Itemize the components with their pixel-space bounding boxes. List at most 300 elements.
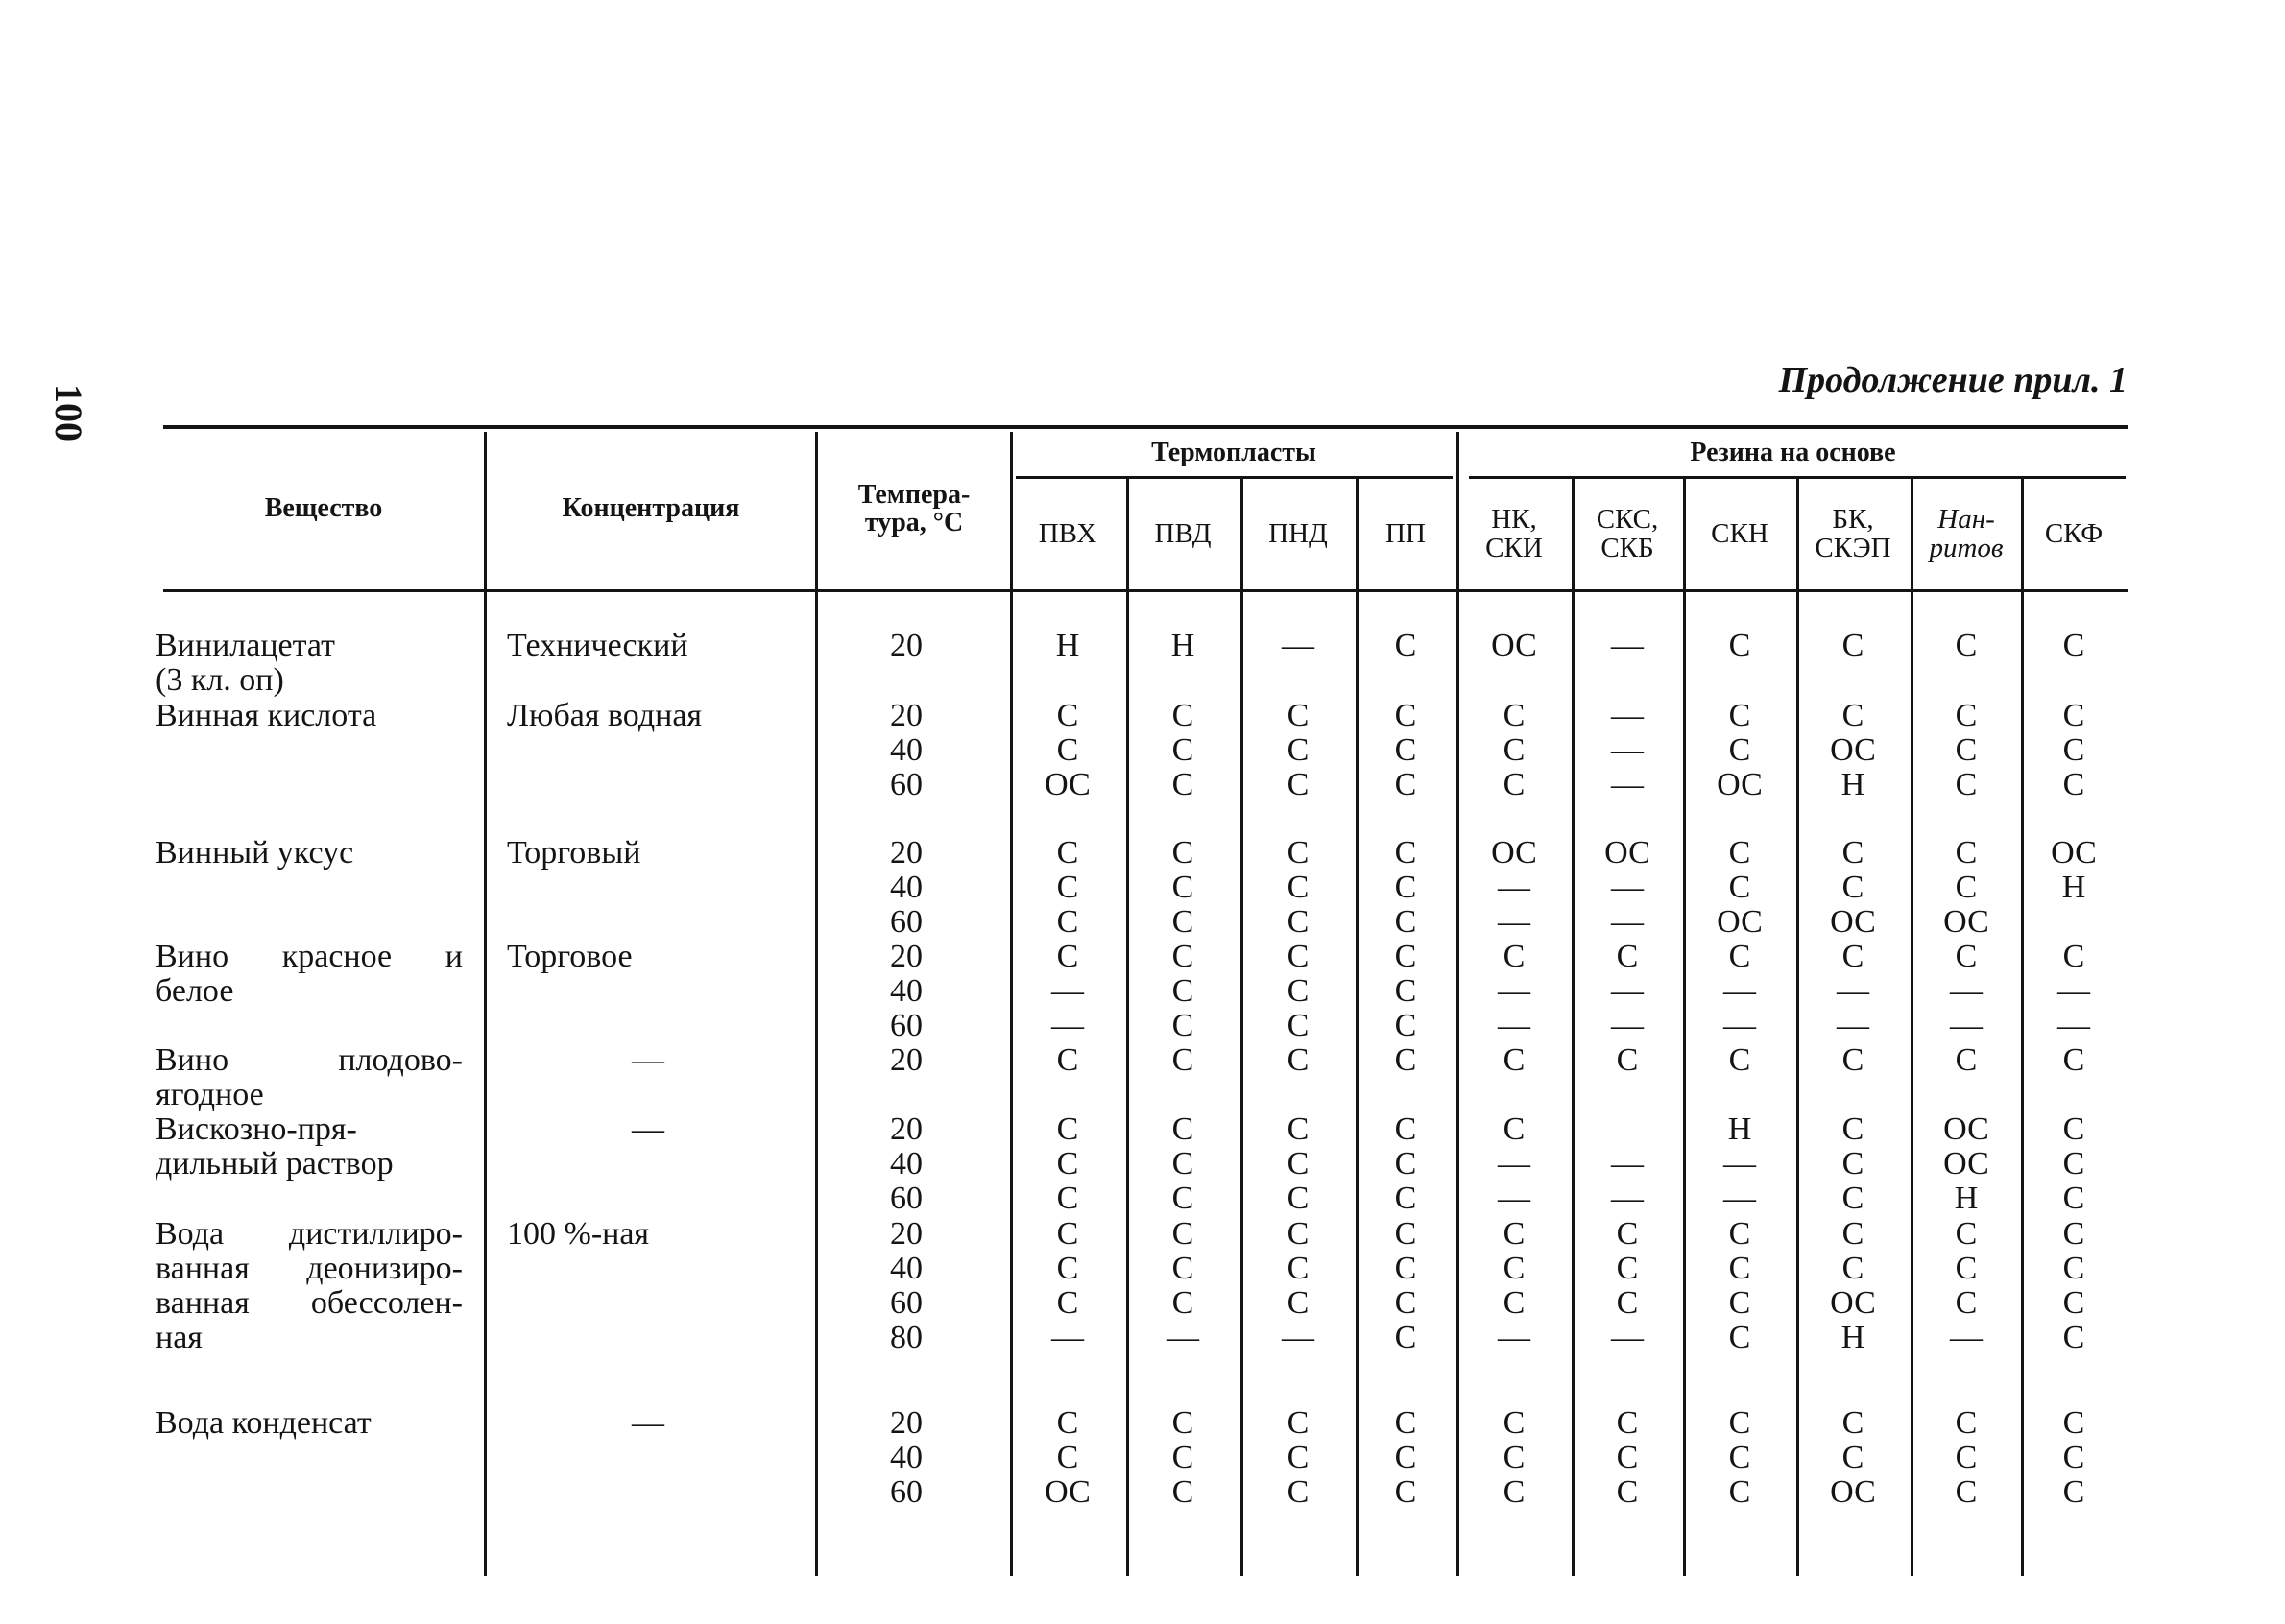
header-material-line: СКБ — [1600, 533, 1654, 563]
resistance-value: — — [1723, 1146, 1756, 1182]
resistance-value: С — [1841, 628, 1864, 663]
resistance-cell — [1461, 940, 1567, 1043]
resistance-value: С — [1394, 628, 1417, 663]
resistance-value: С — [1503, 1111, 1526, 1147]
resistance-value: — — [1498, 1320, 1530, 1355]
resistance-value: — — [1611, 767, 1644, 802]
header-material — [1793, 480, 1912, 587]
resistance-value: — — [1611, 870, 1644, 905]
resistance-cell — [1687, 1217, 1792, 1355]
resistance-value: С — [1503, 1474, 1526, 1510]
resistance-value: ОС — [2051, 835, 2097, 871]
resistance-value: — — [1498, 1008, 1530, 1043]
resistance-cell — [1461, 629, 1567, 663]
resistance-value: Н — [1954, 1181, 1979, 1216]
substance-cell — [156, 1112, 463, 1182]
resistance-value: С — [1287, 1474, 1310, 1510]
header-material — [1907, 480, 2026, 587]
resistance-value: С — [1503, 1440, 1526, 1475]
resistance-value: — — [1723, 1008, 1756, 1043]
resistance-value: — — [1498, 904, 1530, 940]
substance-line: ванная деонизиро- — [156, 1251, 463, 1286]
resistance-cell — [1461, 1217, 1567, 1355]
resistance-value — [1575, 1112, 1680, 1147]
resistance-value: С — [1394, 1111, 1417, 1147]
column-divider — [484, 432, 487, 1576]
temperature-value: 80 — [890, 1320, 923, 1355]
resistance-value: С — [2062, 1181, 2085, 1216]
resistance-value: С — [1394, 1474, 1417, 1510]
resistance-value: С — [1394, 698, 1417, 733]
resistance-value: С — [1616, 1042, 1639, 1078]
header-material — [1123, 480, 1242, 587]
temperature-value: 20 — [890, 698, 923, 733]
resistance-value: С — [1728, 870, 1751, 905]
resistance-cell — [1913, 1406, 2019, 1510]
resistance-value: — — [1611, 1181, 1644, 1216]
resistance-value: С — [1287, 1216, 1310, 1252]
resistance-cell — [1015, 836, 1120, 940]
substance-line: Винилацетат — [156, 628, 335, 663]
resistance-value: С — [1503, 939, 1526, 974]
temperature-value: 20 — [890, 628, 923, 663]
resistance-cell — [2021, 699, 2127, 802]
resistance-value: ОС — [1045, 767, 1091, 802]
resistance-value: С — [1056, 698, 1079, 733]
resistance-value: С — [1955, 1251, 1978, 1286]
resistance-value: С — [1394, 732, 1417, 768]
resistance-cell — [1130, 1406, 1236, 1510]
resistance-value: С — [1287, 1181, 1310, 1216]
resistance-value: С — [1056, 1285, 1079, 1321]
resistance-value: С — [1394, 1405, 1417, 1441]
resistance-value: С — [1171, 1405, 1194, 1441]
resistance-value: С — [1394, 1320, 1417, 1355]
header-substance: Вещество — [264, 493, 383, 524]
resistance-cell — [1687, 1043, 1792, 1078]
substance-line: Вода конденсат — [156, 1405, 372, 1441]
resistance-value: С — [1616, 1474, 1639, 1510]
resistance-value: С — [2062, 1216, 2085, 1252]
resistance-value: С — [1171, 1042, 1194, 1078]
resistance-value: ОС — [1830, 732, 1876, 768]
resistance-value: ОС — [1491, 628, 1537, 663]
header-material-line: НК, — [1491, 503, 1537, 535]
resistance-value: — — [1051, 973, 1084, 1009]
resistance-value: Н — [2061, 870, 2086, 905]
resistance-value: С — [1171, 1285, 1194, 1321]
resistance-value: С — [1287, 1405, 1310, 1441]
resistance-value: Н — [1840, 767, 1865, 802]
resistance-value: ОС — [1943, 1146, 1989, 1182]
resistance-value: Н — [1055, 628, 1080, 663]
resistance-value: С — [1841, 939, 1864, 974]
resistance-value: С — [1841, 698, 1864, 733]
header-material — [1346, 480, 1465, 587]
resistance-cell — [1687, 629, 1792, 663]
resistance-value: С — [1728, 1320, 1751, 1355]
resistance-value: — — [1611, 628, 1644, 663]
resistance-value: С — [1287, 835, 1310, 871]
resistance-value: С — [1171, 1181, 1194, 1216]
resistance-value: С — [1616, 1251, 1639, 1286]
substance-cell — [156, 629, 463, 698]
resistance-value: С — [1056, 1216, 1079, 1252]
resistance-value: С — [1955, 767, 1978, 802]
temperature-cell — [854, 1217, 959, 1355]
resistance-cell — [1130, 629, 1236, 663]
substance-cell — [156, 940, 463, 1009]
temperature-value: 40 — [890, 732, 923, 768]
resistance-cell — [1245, 940, 1351, 1043]
temperature-value: 20 — [890, 1111, 923, 1147]
resistance-cell — [1461, 836, 1567, 940]
substance-line: (3 кл. оп) — [156, 662, 284, 698]
resistance-value: С — [1171, 1251, 1194, 1286]
header-material-line: Нан- — [1937, 503, 1995, 535]
temperature-value: 40 — [890, 1251, 923, 1286]
header-material-line: ПНД — [1268, 517, 1328, 549]
resistance-cell — [1800, 940, 1906, 1043]
resistance-value: С — [1955, 698, 1978, 733]
resistance-value: ОС — [1943, 904, 1989, 940]
header-material — [1455, 480, 1574, 587]
resistance-value: С — [1503, 1042, 1526, 1078]
header-material-line: ПВХ — [1038, 517, 1097, 549]
header-material-line: БК, — [1832, 503, 1874, 535]
substance-line: ягодное — [156, 1077, 264, 1112]
resistance-cell — [1687, 1406, 1792, 1510]
header-material — [1680, 480, 1799, 587]
resistance-cell — [1913, 1217, 2019, 1355]
resistance-value: С — [1728, 1405, 1751, 1441]
resistance-cell — [1461, 699, 1567, 802]
resistance-value: С — [1841, 1181, 1864, 1216]
temperature-cell — [854, 1112, 959, 1216]
resistance-cell — [1800, 1112, 1906, 1216]
substance-line: ванная обессолен- — [156, 1285, 463, 1321]
resistance-value: С — [1728, 939, 1751, 974]
concentration-cell: Торговый — [507, 835, 641, 871]
resistance-value: — — [1051, 1320, 1084, 1355]
resistance-value: С — [1841, 835, 1864, 871]
resistance-cell — [1575, 940, 1680, 1043]
resistance-value: С — [1287, 973, 1310, 1009]
resistance-value: С — [1728, 628, 1751, 663]
resistance-value: С — [1394, 1008, 1417, 1043]
resistance-value: С — [1056, 1405, 1079, 1441]
resistance-value: — — [1611, 1008, 1644, 1043]
temperature-cell — [854, 1043, 959, 1078]
header-temperature-line: Темпера- — [857, 479, 971, 510]
resistance-cell — [2021, 1112, 2127, 1216]
resistance-value: ОС — [1830, 1285, 1876, 1321]
resistance-cell — [2021, 1406, 2127, 1510]
resistance-value: С — [2062, 1111, 2085, 1147]
column-divider — [1126, 477, 1129, 1576]
resistance-cell — [1015, 1043, 1120, 1078]
temperature-value: 60 — [890, 1474, 923, 1510]
resistance-value: С — [2062, 732, 2085, 768]
column-divider — [1240, 477, 1243, 1576]
table-header-rule — [163, 589, 2128, 592]
resistance-value: С — [1503, 1251, 1526, 1286]
resistance-value: С — [1171, 732, 1194, 768]
resistance-value: — — [1282, 1320, 1314, 1355]
resistance-cell — [1687, 1112, 1792, 1216]
continuation-caption: Продолжение прил. 1 — [1778, 360, 2128, 400]
resistance-value: С — [1287, 1146, 1310, 1182]
substance-line: Вино плодово- — [156, 1042, 463, 1078]
resistance-value: С — [1287, 767, 1310, 802]
resistance-value: С — [1171, 870, 1194, 905]
header-material — [1239, 480, 1358, 587]
resistance-value: С — [1728, 1251, 1751, 1286]
header-material-line: ПП — [1385, 517, 1426, 549]
resistance-value: С — [1287, 1440, 1310, 1475]
resistance-value: — — [2057, 973, 2090, 1009]
resistance-value: ОС — [1045, 1474, 1091, 1510]
resistance-value: С — [2062, 1146, 2085, 1182]
temperature-cell — [854, 699, 959, 802]
resistance-value: С — [1616, 939, 1639, 974]
resistance-value: С — [1056, 1181, 1079, 1216]
resistance-cell — [1015, 629, 1120, 663]
resistance-cell — [1575, 836, 1680, 940]
resistance-cell — [1575, 699, 1680, 802]
resistance-cell — [1800, 699, 1906, 802]
resistance-value: С — [1841, 1042, 1864, 1078]
resistance-cell — [1575, 629, 1680, 663]
resistance-cell — [1575, 1043, 1680, 1078]
resistance-cell — [1130, 940, 1236, 1043]
header-material-line: СКФ — [2044, 517, 2104, 549]
resistance-value: С — [1728, 1440, 1751, 1475]
resistance-value: С — [1171, 1111, 1194, 1147]
resistance-value: С — [2062, 628, 2085, 663]
resistance-value: — — [1723, 973, 1756, 1009]
resistance-value: ОС — [1943, 1111, 1989, 1147]
resistance-value: С — [1394, 1146, 1417, 1182]
substance-line: Вискозно-пря- — [156, 1111, 357, 1147]
resistance-value: — — [1611, 973, 1644, 1009]
group-underline-rubber — [1469, 476, 2126, 479]
resistance-cell — [1461, 1406, 1567, 1510]
resistance-value: — — [1167, 1320, 1199, 1355]
column-divider — [1010, 432, 1013, 1576]
resistance-value: — — [1282, 628, 1314, 663]
resistance-cell — [2021, 629, 2127, 663]
substance-line: белое — [156, 973, 234, 1009]
temperature-value: 60 — [890, 1008, 923, 1043]
resistance-value: С — [1728, 1474, 1751, 1510]
resistance-value: С — [1171, 1146, 1194, 1182]
resistance-value: С — [1171, 1440, 1194, 1475]
resistance-cell — [1245, 836, 1351, 940]
header-material — [1568, 480, 1687, 587]
resistance-cell — [1800, 629, 1906, 663]
resistance-value: — — [1498, 1181, 1530, 1216]
temperature-value: 20 — [890, 1405, 923, 1441]
resistance-cell — [1130, 1217, 1236, 1355]
resistance-value: С — [1394, 1440, 1417, 1475]
substance-line: дильный раствор — [156, 1146, 394, 1182]
table-top-rule — [163, 425, 2128, 429]
temperature-cell — [854, 940, 959, 1043]
resistance-value: С — [1955, 939, 1978, 974]
resistance-cell — [1015, 699, 1120, 802]
resistance-value: С — [1056, 1111, 1079, 1147]
resistance-value: С — [1955, 1042, 1978, 1078]
resistance-value: ОС — [1491, 835, 1537, 871]
resistance-value: С — [1394, 835, 1417, 871]
resistance-value: С — [1287, 1042, 1310, 1078]
resistance-value: — — [1950, 973, 1983, 1009]
temperature-value: 20 — [890, 1216, 923, 1252]
resistance-cell — [1015, 940, 1120, 1043]
resistance-value: ОС — [1717, 904, 1763, 940]
resistance-value: С — [1056, 1251, 1079, 1286]
resistance-value: С — [1287, 870, 1310, 905]
resistance-value: С — [1841, 1216, 1864, 1252]
resistance-value: С — [1056, 732, 1079, 768]
resistance-value: С — [1841, 870, 1864, 905]
temperature-value: 40 — [890, 1440, 923, 1475]
resistance-value: С — [1503, 698, 1526, 733]
resistance-value: С — [1955, 1285, 1978, 1321]
resistance-cell — [1015, 1406, 1120, 1510]
resistance-value: С — [1728, 1216, 1751, 1252]
temperature-value: 40 — [890, 973, 923, 1009]
header-material — [2014, 480, 2133, 587]
resistance-cell — [1353, 1406, 1458, 1510]
column-divider — [1796, 477, 1799, 1576]
concentration-cell: — — [632, 1042, 664, 1078]
resistance-value: С — [1287, 1251, 1310, 1286]
header-material-line: СКЭП — [1815, 533, 1891, 563]
resistance-value: С — [1728, 1285, 1751, 1321]
resistance-value: С — [1171, 904, 1194, 940]
resistance-value: С — [2062, 767, 2085, 802]
resistance-value: С — [1171, 835, 1194, 871]
resistance-value: — — [1611, 698, 1644, 733]
resistance-value: С — [2062, 1285, 2085, 1321]
resistance-value: С — [1394, 767, 1417, 802]
substance-line: Вода дистиллиро- — [156, 1216, 463, 1252]
resistance-value: С — [1955, 732, 1978, 768]
header-concentration: Концентрация — [562, 493, 740, 524]
header-material-line: СКС, — [1596, 503, 1659, 535]
resistance-value: С — [1616, 1405, 1639, 1441]
resistance-cell — [1015, 1112, 1120, 1216]
resistance-value: С — [1841, 1251, 1864, 1286]
resistance-cell — [1575, 1112, 1680, 1216]
resistance-value: С — [1394, 904, 1417, 940]
temperature-value: 20 — [890, 835, 923, 871]
resistance-cell — [1245, 699, 1351, 802]
group-underline-thermoplastics — [1016, 476, 1453, 479]
concentration-cell: — — [632, 1111, 664, 1147]
resistance-value: С — [1955, 870, 1978, 905]
resistance-value: С — [1171, 1008, 1194, 1043]
resistance-cell — [2021, 836, 2127, 940]
concentration-cell: Технический — [507, 628, 688, 663]
resistance-value: С — [1394, 1042, 1417, 1078]
resistance-value: С — [1056, 835, 1079, 871]
resistance-value: С — [1394, 1181, 1417, 1216]
resistance-value: С — [1503, 1405, 1526, 1441]
resistance-value: С — [1287, 1008, 1310, 1043]
resistance-value: С — [1955, 1216, 1978, 1252]
resistance-cell — [1913, 629, 2019, 663]
temperature-cell — [854, 1406, 959, 1510]
resistance-cell — [1353, 1217, 1458, 1355]
header-material-line: СКИ — [1485, 533, 1543, 563]
concentration-cell: — — [632, 1405, 664, 1441]
temperature-value: 60 — [890, 1181, 923, 1216]
resistance-cell — [1130, 836, 1236, 940]
resistance-value: С — [1616, 1216, 1639, 1252]
header-group-rubber: Резина на основе — [1690, 438, 1896, 468]
header-material-line: СКН — [1711, 517, 1768, 549]
resistance-value: С — [1171, 1216, 1194, 1252]
resistance-value: ОС — [1717, 767, 1763, 802]
resistance-value: С — [1287, 732, 1310, 768]
header-material-line: ПВД — [1154, 517, 1212, 549]
resistance-cell — [1800, 1406, 1906, 1510]
substance-line: Винная кислота — [156, 698, 377, 733]
resistance-value: С — [1503, 1216, 1526, 1252]
concentration-cell: 100 %-ная — [507, 1216, 650, 1252]
temperature-cell — [854, 629, 959, 663]
resistance-value: — — [1498, 870, 1530, 905]
header-temperature — [818, 432, 1010, 585]
resistance-cell — [1245, 1406, 1351, 1510]
resistance-cell — [1800, 1043, 1906, 1078]
resistance-value: С — [1394, 870, 1417, 905]
resistance-value: С — [1394, 939, 1417, 974]
resistance-value: ОС — [1604, 835, 1650, 871]
resistance-value — [2021, 905, 2127, 940]
resistance-value: С — [1955, 628, 1978, 663]
resistance-value: С — [1394, 973, 1417, 1009]
resistance-value: С — [1503, 1285, 1526, 1321]
resistance-value: С — [1056, 939, 1079, 974]
resistance-value: ОС — [1830, 1474, 1876, 1510]
resistance-cell — [1913, 1043, 2019, 1078]
resistance-value: С — [1056, 1146, 1079, 1182]
resistance-value: С — [1841, 1146, 1864, 1182]
resistance-value: С — [1955, 1474, 1978, 1510]
resistance-value: С — [1056, 904, 1079, 940]
temperature-value: 60 — [890, 1285, 923, 1321]
concentration-cell: Любая водная — [507, 698, 703, 733]
resistance-value: Н — [1727, 1111, 1752, 1147]
resistance-value: С — [1287, 904, 1310, 940]
resistance-value: С — [1171, 973, 1194, 1009]
temperature-value: 20 — [890, 939, 923, 974]
resistance-value: Н — [1170, 628, 1195, 663]
concentration-cell: Торговое — [507, 939, 633, 974]
resistance-value: С — [2062, 1405, 2085, 1441]
resistance-value: С — [2062, 939, 2085, 974]
resistance-value: — — [1723, 1181, 1756, 1216]
resistance-cell — [1913, 699, 2019, 802]
resistance-cell — [2021, 1217, 2127, 1355]
header-group-thermoplastics: Термопласты — [1151, 438, 1316, 468]
resistance-value: С — [1287, 1111, 1310, 1147]
resistance-cell — [1461, 1112, 1567, 1216]
